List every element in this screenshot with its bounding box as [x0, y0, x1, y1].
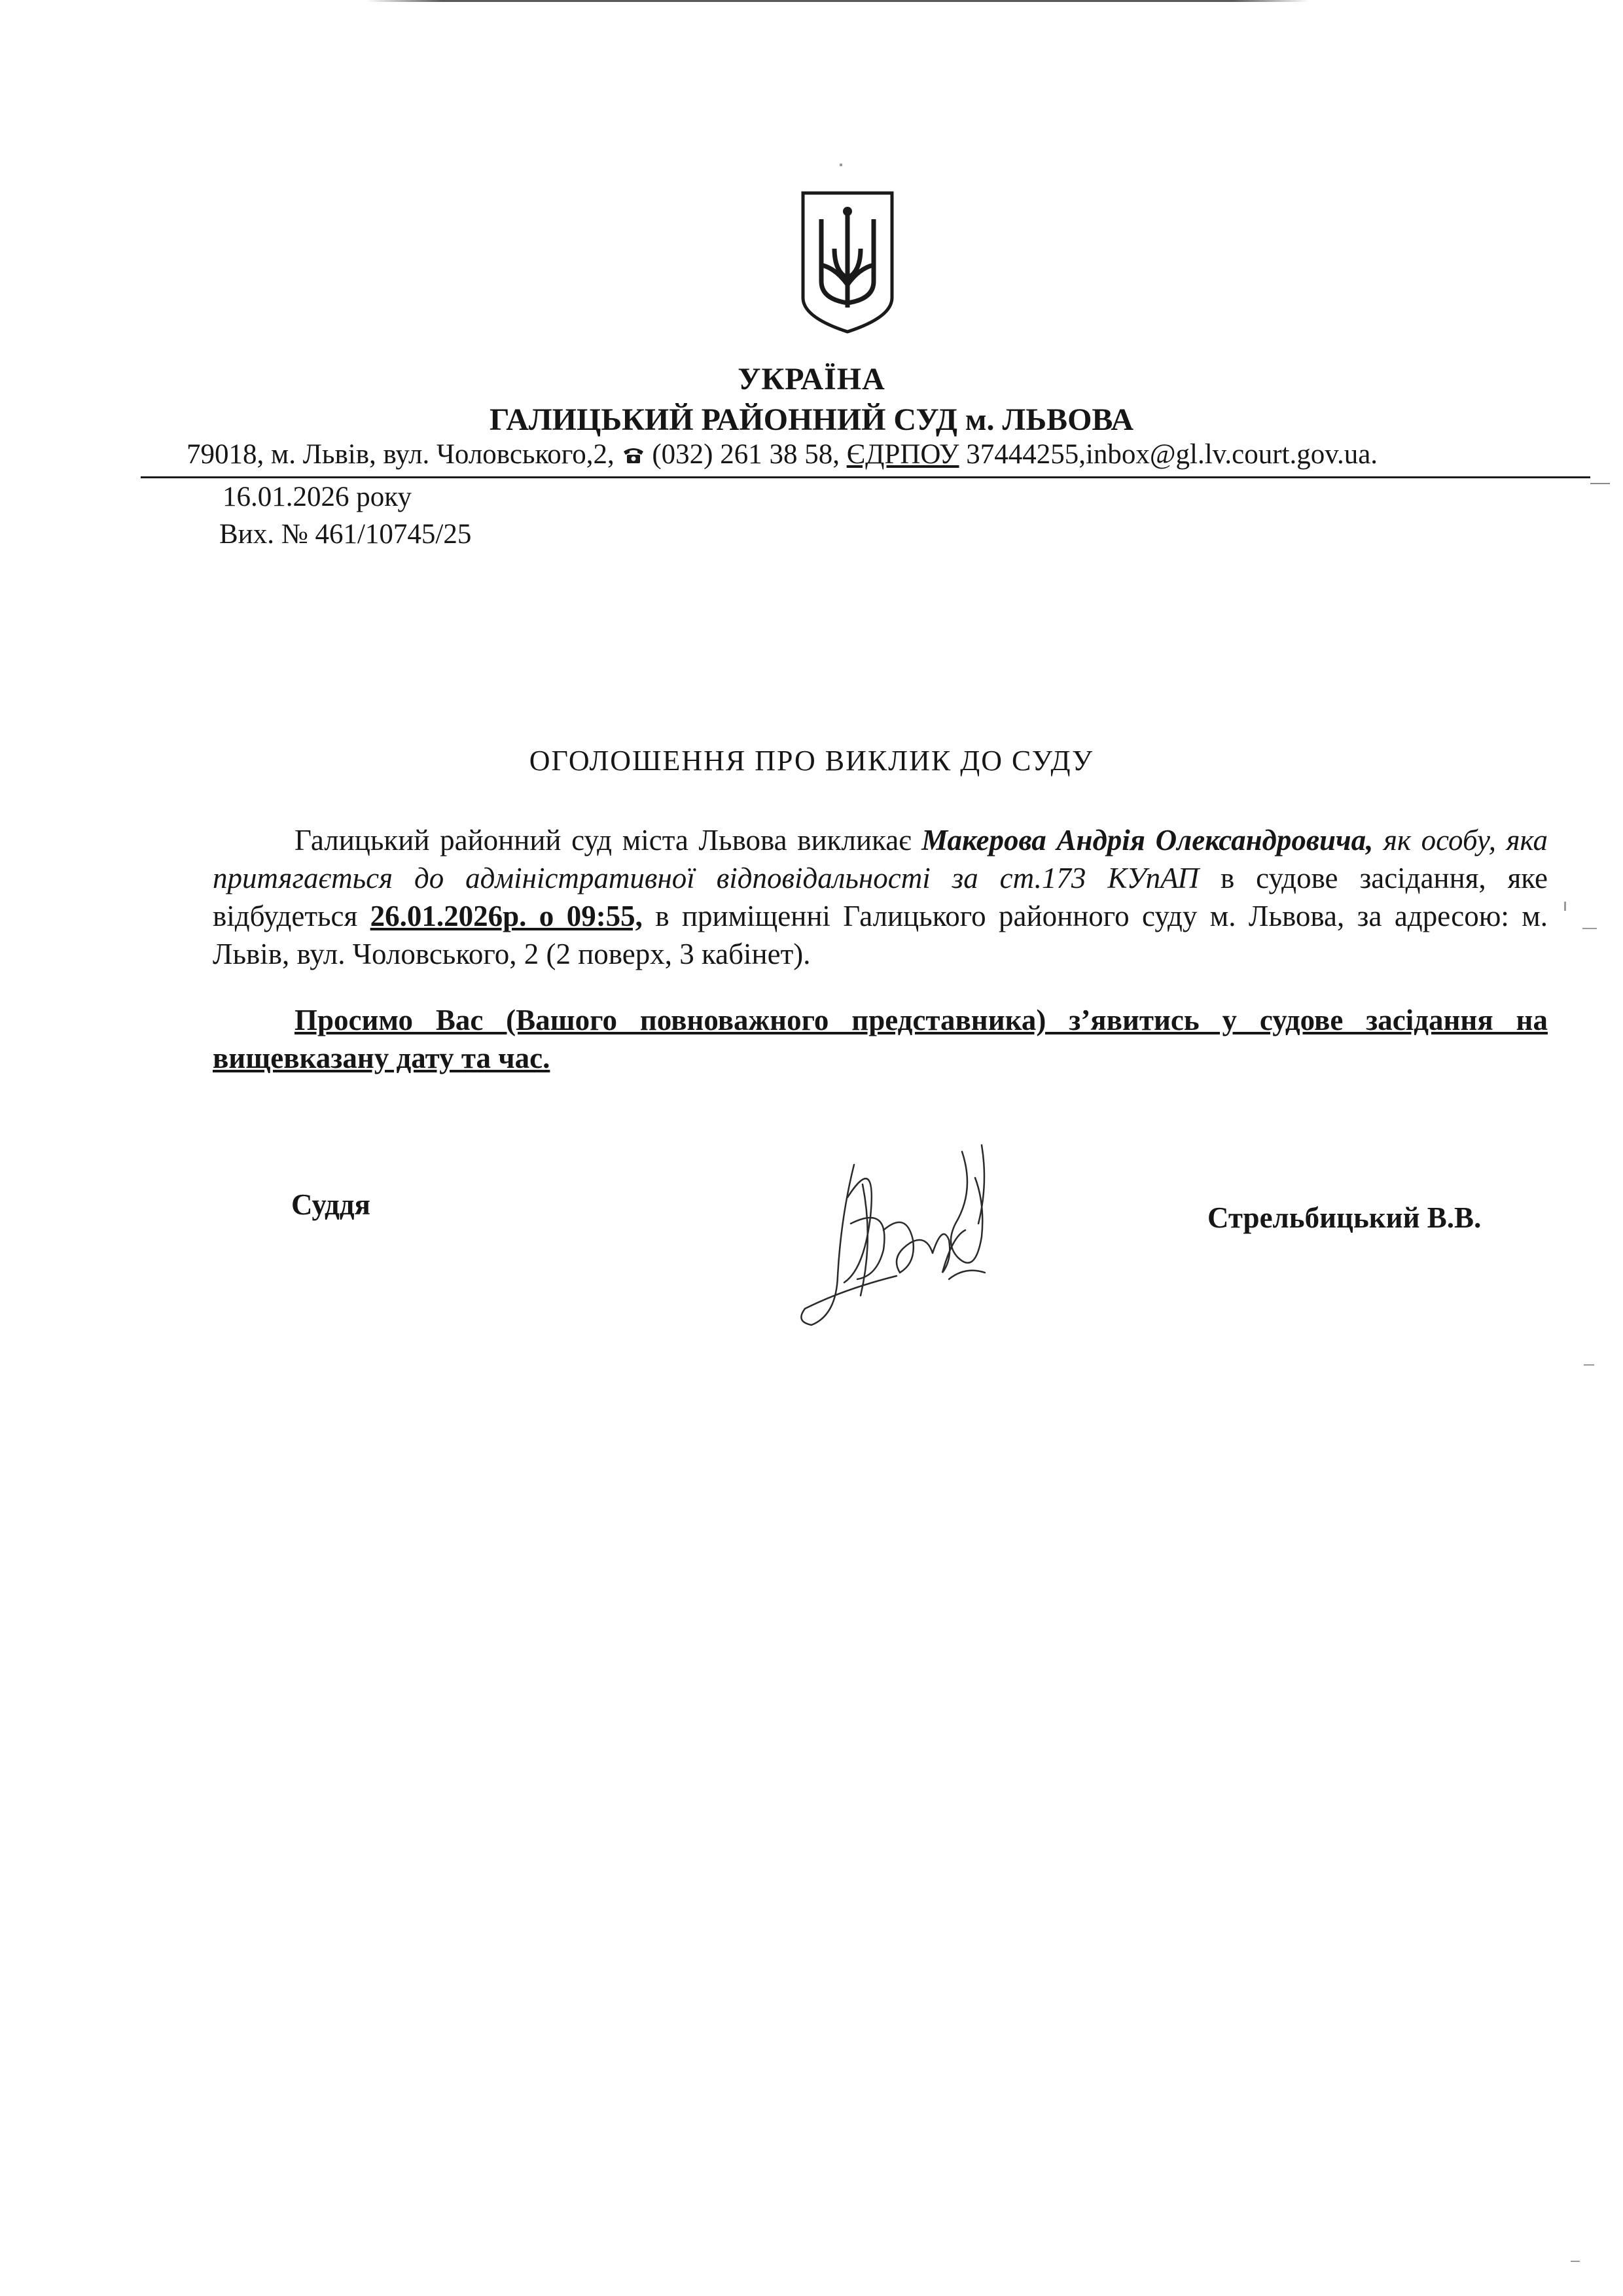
judge-name: Стрельбицький В.В.: [1207, 1201, 1482, 1234]
body-text-3: в судове засідання, яке відбудеться: [213, 862, 1548, 932]
body-text-1: Галицький районний суд міста Львова викликає: [294, 824, 922, 857]
header-divider-dash: [1590, 483, 1610, 484]
scan-speck: [1564, 902, 1566, 911]
edrpou-label: ЄДРПОУ: [846, 439, 959, 470]
address-text: 79018, м. Львів, вул. Чоловського,2,: [187, 439, 622, 470]
notice-title: ОГОЛОШЕННЯ ПРО ВИКЛИК ДО СУДУ: [529, 745, 1094, 777]
scan-speck: [1582, 928, 1597, 929]
outgoing-number: Вих. № 461/10745/25: [219, 519, 472, 550]
court-address-line: [187, 438, 1378, 470]
document-date: 16.01.2026 року: [223, 482, 412, 512]
body-text-2: як особу, яка притягається до адміністративної відповідальності за ст.173 КУпАП: [213, 824, 1548, 894]
body-text-4: в приміщенні Галицького районного суду м. Львова, за адресою: м. Львів, вул. Чоловського, 2 (2 поверх, 3 кабінет).: [213, 900, 1548, 970]
scan-edge-line: [366, 0, 1309, 2]
scan-speck: [840, 164, 842, 166]
country-heading: УКРАЇНА: [738, 362, 885, 397]
scan-speck: [1584, 1364, 1594, 1366]
summoned-person-name: Макерова Андрія Олександровича,: [921, 824, 1374, 857]
tryzub-coat-of-arms-icon: [795, 186, 900, 337]
notice-body-paragraph: [213, 821, 1548, 973]
court-name-heading: ГАЛИЦЬКИЙ РАЙОННИЙ СУД м. ЛЬВОВА: [489, 402, 1134, 437]
hearing-datetime: 26.01.2026р. о 09:55,: [370, 900, 643, 932]
edrpou-email-text: 37444255,inbox@gl.lv.court.gov.ua.: [959, 439, 1378, 470]
handwritten-signature: [785, 1125, 1027, 1335]
scan-speck: [1571, 2261, 1580, 2262]
appearance-request-paragraph: Просимо Вас (Вашого повноважного представника) з’явитись у судове засідання на вищевказану дату та час.: [213, 1004, 1548, 1074]
signatory-role: Суддя: [291, 1188, 370, 1221]
phone-text: (032) 261 38 58,: [645, 439, 847, 470]
header-divider-rule: [141, 476, 1590, 478]
telephone-icon: [622, 445, 645, 465]
